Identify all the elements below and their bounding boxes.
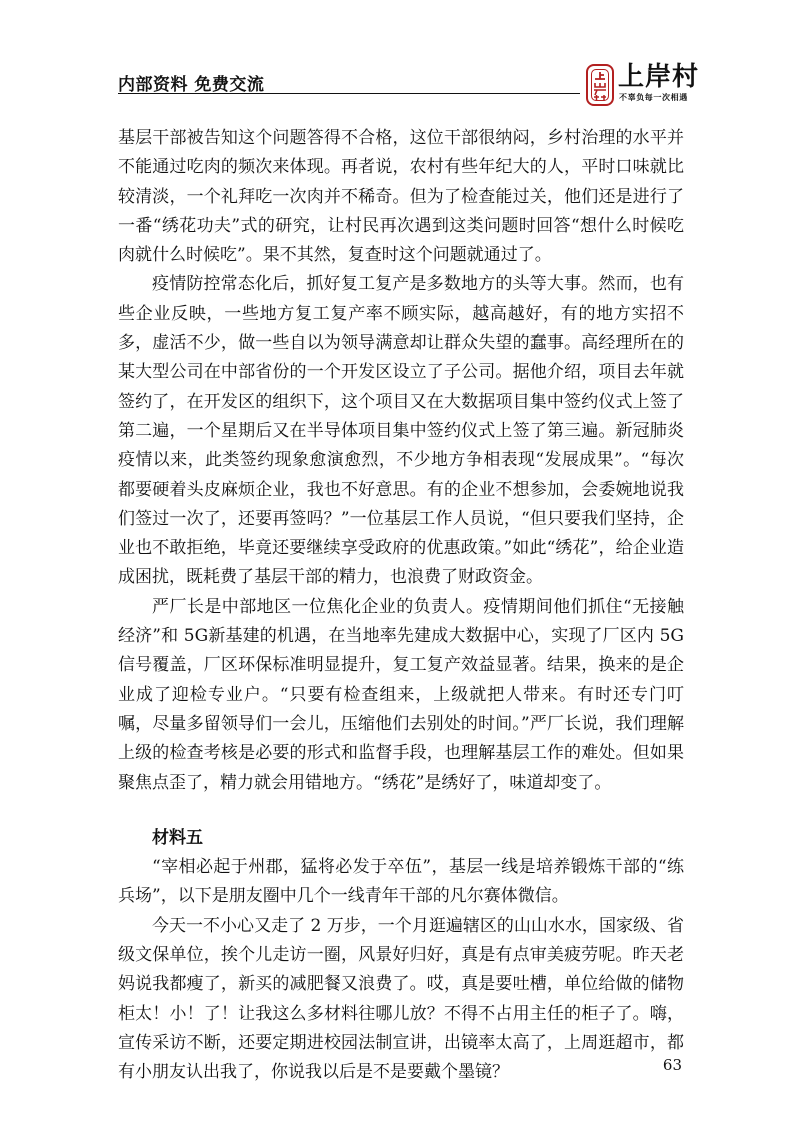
- page-header: [118, 62, 698, 106]
- page-number: 63: [662, 1056, 682, 1074]
- logo-seal-icon: [586, 64, 614, 106]
- logo-slogan: 不辜负每一次相遇: [619, 93, 688, 102]
- document-body: [118, 124, 684, 1088]
- section-paragraph-2: 今天一不小心又走了 2 万步，一个月逛遍辖区的山山水水，国家级、省级文保单位，挨个儿走访一圈，风景好归好，真是有点审美疲劳呢。昨天老妈说我都瘦了，新买的减肥餐又浪费了。哎，真是要吐槽，单位给做的储物柜太！小！了！让我这么多材料往哪儿放？不得不占用主任的柜子了。嗨，宣传采访不断，还要定期进校园法制宣讲，出镜率太高了，上周逛超市，都有小朋友认出我了，你说我以后是不是要戴个墨镜？: [118, 915, 684, 1083]
- header-rule: [118, 93, 580, 94]
- paragraph-2: 疫情防控常态化后，抓好复工复产是多数地方的头等大事。然而，也有些企业反映，一些地方复工复产率不顾实际，越高越好，有的地方实招不多，虚活不少，做一些自以为领导满意却让群众失望的蠢事。高经理所在的某大型公司在中部省份的一个开发区设立了子公司。据他介绍，项目去年就签约了，在开发区的组织下，这个项目又在大数据项目集中签约仪式上签了第二遍，一个星期后又在半导体项目集中签约仪式上签了第三遍。新冠肺炎疫情以来，此类签约现象愈演愈烈，不少地方争相表现“发展成果”。“每次都要硬着头皮麻烦企业，我也不好意思。有的企业不想参加，会委婉地说我们签过一次了，还要再签吗？”一位基层工作人员说，“但只要我们坚持，企业也不敢拒绝，毕竟还要继续享受政府的优惠政策。”如此“绣花”，给企业造成困扰，既耗费了基层干部的精力，也浪费了财政资金。: [118, 274, 684, 588]
- header-title: 内部资料 免费交流: [118, 75, 265, 95]
- paragraph-1: 基层干部被告知这个问题答得不合格，这位干部很纳闷，乡村治理的水平并不能通过吃肉的频次来体现。再者说，农村有些年纪大的人，平时口味就比较清淡，一个礼拜吃一次肉并不稀奇。但为了检查能过关，他们还是进行了一番“绣花功夫”式的研究，让村民再次遇到这类问题时回答“想什么时候吃肉就什么时候吃”。果不其然，复查时这个问题就通过了。: [118, 128, 684, 266]
- paragraph-3: 严厂长是中部地区一位焦化企业的负责人。疫情期间他们抓住“无接触经济”和 5G新基建的机遇，在当地率先建成大数据中心，实现了厂区内 5G信号覆盖，厂区环保标准明显提升，复工复产效益显著。结果，换来的是企业成了迎检专业户。“只要有检查组来，上级就把人带来。有时还专门叮嘱，尽量多留领导们一会儿，压缩他们去别处的时间。”严厂长说，我们理解上级的检查考核是必要的形式和监督手段，也理解基层工作的难处。但如果聚焦点歪了，精力就会用错地方。“绣花”是绣好了，味道却变了。: [118, 596, 684, 793]
- section-heading: 材料五: [152, 827, 203, 848]
- logo-brand: 上岸村: [618, 62, 700, 92]
- logo: [584, 62, 704, 106]
- section-paragraph-1: “宰相必起于州郡，猛将必发于卒伍”，基层一线是培养锻炼干部的“练兵场”，以下是朋友圈中几个一线青年干部的凡尔赛体微信。: [118, 857, 684, 907]
